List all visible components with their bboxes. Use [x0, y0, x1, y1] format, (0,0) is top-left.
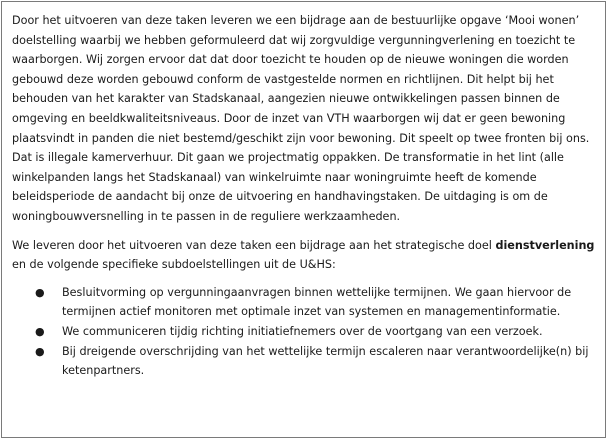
text-frame	[1, 1, 606, 438]
list-item-text: Bij dreigende overschrijding van het wettelijke termijn escaleren naar verantwoordelijke(n) bij ketenpartners.	[62, 344, 589, 378]
bullet-icon: ●	[35, 324, 45, 338]
paragraph-text: en de volgende specifieke subdoelstellingen uit de U&HS:	[12, 258, 336, 272]
bold-term-dienstverlening: dienstverlening	[495, 238, 595, 252]
list-item	[12, 342, 600, 381]
document-body	[12, 11, 600, 381]
paragraph-text: We leveren door het uitvoeren van deze taken een bijdrage aan het strategische doel	[12, 238, 496, 252]
list-item-text: We communiceren tijdig richting initiatiefnemers over de voortgang van een verzoek.	[62, 324, 543, 338]
bullet-icon: ●	[35, 285, 45, 299]
list-item	[12, 283, 600, 322]
paragraph-mooi-wonen: Door het uitvoeren van deze taken leveren we een bijdrage aan de bestuurlijke opgave ‘Mooi wonen’ doelstelling waarbij we hebben geformuleerd dat wij zorgvuldige vergunningverlening en toezicht te waarborgen. Wij zorgen ervoor dat dat door toezicht te houden op de nieuwe woningen die worden gebouwd deze worden gebouwd conform de vastgestelde normen en richtlijnen. Dit helpt bij het behouden van het karakter van Stadskanaal, aangezien nieuwe ontwikkelingen passen binnen de omgeving en beeldkwaliteitsniveaus. Door de inzet van VTH waarborgen wij dat er geen bewoning plaatsvindt in panden die niet bestemd/geschikt zijn voor bewoning. Dit speelt op twee fronten bij ons. Dat is illegale kamerverhuur. Dit gaan we projectmatig oppakken. De transformatie in het lint (alle winkelpanden langs het Stadskanaal) van winkelruimte naar woningruimte heeft de komende beleidsperiode de aandacht bij onze de uitvoering en handhavingstaken. De uitdaging is om de woningbouwversnelling in te passen in de reguliere werkzaamheden.	[12, 14, 590, 223]
list-item	[12, 322, 600, 342]
subgoals-list	[12, 283, 600, 381]
list-item-text: Besluitvorming op vergunningaanvragen binnen wettelijke termijnen. We gaan hiervoor de termijnen actief monitoren met optimale inzet van systemen en managementinformatie.	[62, 285, 572, 319]
bullet-icon: ●	[35, 344, 45, 358]
paragraph-dienstverlening	[12, 236, 600, 275]
